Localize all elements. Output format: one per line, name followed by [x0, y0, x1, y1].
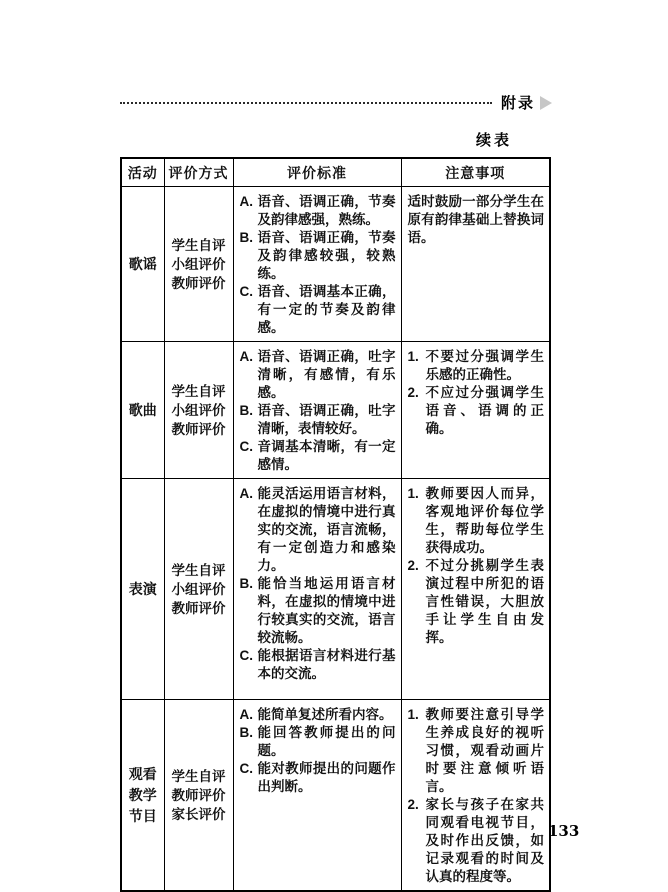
column-header-notes: 注意事项 — [401, 158, 550, 187]
table-header-row — [121, 158, 550, 187]
note-text: 适时鼓励一部分学生在原有韵律基础上替换词语。 — [407, 194, 544, 245]
evaluation-table — [120, 157, 551, 892]
methods-cell — [164, 700, 233, 892]
note-text: 不要过分强调学生乐感的正确性。 — [425, 349, 544, 382]
activity-text: 节目 — [128, 807, 157, 824]
column-header-method: 评价方式 — [164, 158, 233, 187]
criteria-text: 语音、语调正确，节奏及韵律感较强，较熟练。 — [257, 230, 396, 281]
methods-cell — [164, 479, 233, 700]
method-line: 学生自评 — [171, 383, 226, 399]
triangle-right-icon — [540, 96, 552, 110]
table-row — [121, 479, 550, 700]
criteria-label: C. — [239, 648, 253, 663]
note-text: 教师要因人而异，客观地评价每位学生，帮助每位学生获得成功。 — [425, 486, 544, 555]
page-number: 133 — [548, 822, 580, 840]
method-line: 教师评价 — [171, 421, 226, 437]
notes-cell — [401, 700, 550, 892]
criteria-item — [240, 647, 396, 683]
notes-cell — [401, 342, 550, 479]
criteria-cell — [233, 700, 401, 892]
activity-cell — [121, 700, 164, 892]
note-label: 2. — [407, 558, 419, 573]
criteria-item — [240, 348, 396, 402]
table-row — [121, 700, 550, 892]
criteria-item — [240, 724, 396, 760]
note-label: 2. — [407, 797, 419, 812]
criteria-text: 能简单复述所看内容。 — [257, 707, 393, 722]
criteria-text: 语音、语调基本正确，有一定的节奏及韵律感。 — [257, 284, 396, 335]
criteria-text: 能回答教师提出的问题。 — [257, 725, 396, 758]
criteria-label: B. — [239, 403, 253, 418]
method-line: 学生自评 — [171, 768, 226, 784]
criteria-label: B. — [239, 230, 253, 245]
criteria-text: 能对教师提出的问题作出判断。 — [257, 761, 396, 794]
criteria-label: A. — [239, 194, 253, 209]
note-item — [408, 557, 545, 647]
criteria-item — [240, 438, 396, 474]
note-text: 教师要注意引导学生养成良好的视听习惯，观看动画片时要注意倾听语言。 — [425, 707, 544, 794]
criteria-item — [240, 229, 396, 283]
criteria-item — [240, 575, 396, 647]
table-row — [121, 187, 550, 342]
criteria-item — [240, 760, 396, 796]
criteria-cell — [233, 342, 401, 479]
notes-cell — [401, 479, 550, 700]
criteria-label: A. — [239, 486, 253, 501]
note-label: 1. — [407, 349, 419, 364]
criteria-cell — [233, 187, 401, 342]
note-label: 1. — [407, 707, 419, 722]
activity-text: 观看 — [128, 765, 157, 782]
note-label: 2. — [407, 385, 419, 400]
criteria-label: C. — [239, 439, 253, 454]
activity-cell — [121, 479, 164, 700]
criteria-text: 语音、语调正确，节奏及韵律感强，熟练。 — [257, 194, 396, 227]
note-text: 不过分挑剔学生表演过程中所犯的语言性错误，大胆放手让学生自由发挥。 — [425, 558, 544, 645]
method-line: 学生自评 — [171, 237, 226, 253]
activity-text: 表演 — [128, 580, 157, 597]
criteria-label: A. — [239, 349, 253, 364]
activity-text: 歌谣 — [128, 255, 157, 272]
continued-table-label: 续表 — [475, 132, 512, 149]
criteria-item — [240, 485, 396, 575]
dotted-rule — [120, 102, 492, 104]
note-text: 不应过分强调学生语音、语调的正确。 — [425, 385, 544, 436]
criteria-label: B. — [239, 576, 253, 591]
criteria-item — [240, 193, 396, 229]
method-line: 小组评价 — [171, 402, 226, 418]
method-line: 小组评价 — [171, 581, 226, 597]
method-line: 教师评价 — [171, 275, 226, 291]
criteria-label: C. — [239, 761, 253, 776]
method-line: 学生自评 — [171, 562, 226, 578]
activity-text: 教学 — [128, 786, 157, 803]
method-line: 教师评价 — [171, 600, 226, 616]
notes-cell — [401, 187, 550, 342]
note-item — [408, 348, 545, 384]
methods-cell — [164, 342, 233, 479]
criteria-item — [240, 706, 396, 724]
criteria-cell — [233, 479, 401, 700]
criteria-item — [240, 283, 396, 337]
method-line: 小组评价 — [171, 256, 226, 272]
column-header-criteria: 评价标准 — [233, 158, 401, 187]
criteria-text: 音调基本清晰，有一定感情。 — [257, 439, 396, 472]
activity-text: 歌曲 — [128, 401, 157, 418]
criteria-text: 能根据语言材料进行基本的交流。 — [257, 648, 396, 681]
activity-cell — [121, 187, 164, 342]
note-label: 1. — [407, 486, 419, 501]
criteria-text: 语音、语调正确，吐字清晰，有感情，有乐感。 — [257, 349, 396, 400]
criteria-item — [240, 402, 396, 438]
column-header-activity: 活动 — [121, 158, 164, 187]
criteria-text: 能恰当地运用语言材料，在虚拟的情境中进行较真实的交流，语言较流畅。 — [257, 576, 396, 645]
note-item — [408, 706, 545, 796]
note-item — [408, 796, 545, 886]
criteria-text: 能灵活运用语言材料，在虚拟的情境中进行真实的交流，语言流畅，有一定创造力和感染力。 — [257, 486, 396, 573]
criteria-text: 语音、语调正确，吐字清晰，表情较好。 — [257, 403, 396, 436]
method-line: 家长评价 — [171, 806, 226, 822]
table-row — [121, 342, 550, 479]
criteria-label: B. — [239, 725, 253, 740]
criteria-label: C. — [239, 284, 253, 299]
methods-cell — [164, 187, 233, 342]
page-header — [120, 92, 552, 113]
method-line: 教师评价 — [171, 787, 226, 803]
note-item — [408, 384, 545, 438]
note-item — [408, 485, 545, 557]
note-text: 家长与孩子在家共同观看电视节目，及时作出反馈，如记录观看的时间及认真的程度等。 — [425, 797, 544, 884]
criteria-label: A. — [239, 707, 253, 722]
activity-cell — [121, 342, 164, 479]
appendix-label: 附录 — [500, 95, 535, 112]
